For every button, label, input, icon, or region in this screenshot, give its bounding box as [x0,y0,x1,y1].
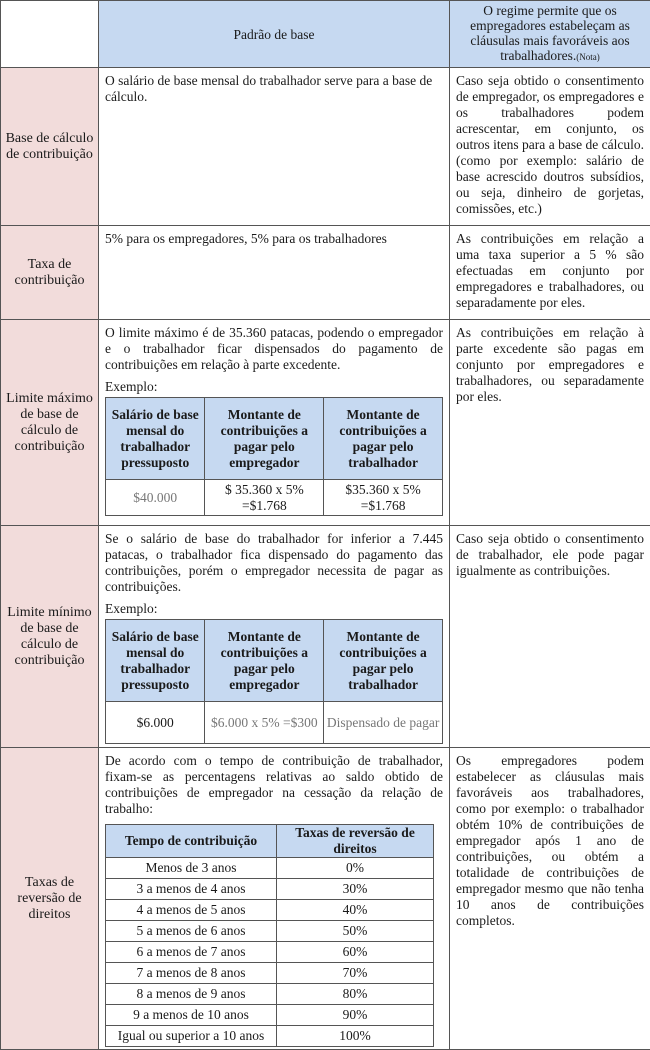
header-blank-cell [1,1,99,68]
base-text: O salário de base mensal do trabalhador serve para a base de cálculo. [99,68,450,226]
reversion-rate: 0% [277,858,434,879]
example-label: Exemplo: [105,379,443,395]
row-label: Limite máximo de base de cálculo de contribuição [1,320,99,526]
header-regime [450,1,650,68]
row-label: Limite mínimo de base de cálculo de contribuição [1,526,99,748]
example-table [105,619,443,744]
regime-text: As contribuições em relação a uma taxa superior a 5 % são efectuadas em conjunto por empregadores e trabalhadores, ou separadamente por eles. [450,226,650,320]
header-padrao-de-base: Padrão de base [99,1,450,68]
reversion-header: Taxas de reversão de direitos [277,825,434,858]
reversion-period: Igual ou superior a 10 anos [106,1026,277,1047]
reversion-period: 9 a menos de 10 anos [106,1005,277,1026]
example-header: Montante de contribuições a pagar pelo trabalhador [324,620,443,702]
row-label: Taxa de contribuição [1,226,99,320]
regime-text: Caso seja obtido o consentimento de empregador, os empregadores e os trabalhadores podem acrescentar, em conjunto, os outros itens para a base de cálculo. (como por exemplo: salário de base acrescido doutros subsídios, ou seja, dinheiro de gorjetas, comissões, etc.) [450,68,650,226]
example-header: Montante de contribuições a pagar pelo empregador [205,398,324,480]
reversion-period: 7 a menos de 8 anos [106,963,277,984]
base-text: O limite máximo é de 35.360 patacas, podendo o empregador e o trabalhador ficar dispensados do pagamento de contribuições em relação à parte excedente. [105,325,443,373]
reversion-period: 4 a menos de 5 anos [106,900,277,921]
example-header: Salário de base mensal do trabalhador pressuposto [106,398,205,480]
base-text: Se o salário de base do trabalhador for inferior a 7.445 patacas, o trabalhador fica dispensado do pagamento das contribuições, porém o empregador necessita de pagar as contribuições. [105,531,443,595]
row-label: Base de cálculo de contribuição [1,68,99,226]
header-regime-text: O regime permite que os empregadores estabeleçam as cláusulas mais favoráveis aos trabalhadores. [470,3,630,63]
reversion-period: 8 a menos de 9 anos [106,984,277,1005]
example-header: Salário de base mensal do trabalhador pressuposto [106,620,205,702]
reversion-rate: 80% [277,984,434,1005]
example-header: Montante de contribuições a pagar pelo trabalhador [324,398,443,480]
reversion-rate: 90% [277,1005,434,1026]
row-label: Taxas de reversão de direitos [1,748,99,1050]
reversion-table [105,824,434,1047]
reversion-header: Tempo de contribuição [106,825,277,858]
example-value: $ 35.360 x 5% =$1.768 [205,480,324,516]
example-value: Dispensado de pagar [324,702,443,744]
row-taxa-contribuicao [1,226,650,320]
reversion-rate: 100% [277,1026,434,1047]
reversion-period: Menos de 3 anos [106,858,277,879]
example-table [105,397,443,516]
reversion-rate: 50% [277,921,434,942]
regime-text: As contribuições em relação à parte excedente são pagas em conjunto por empregadores e trabalhadores, ou separadamente por eles. [450,320,650,526]
header-note: (Nota) [576,52,600,62]
example-value: $6.000 x 5% =$300 [205,702,324,744]
reversion-rate: 60% [277,942,434,963]
reversion-rate: 70% [277,963,434,984]
regime-text: Os empregadores podem estabelecer as cláusulas mais favoráveis aos trabalhadores, como por exemplo: o trabalhador obtém 10% de contribuições de empregador após 1 ano de contribuições, ou obtém a totalidade de contribuições de empregador mesmo que não tenha 10 anos de contribuições completos. [450,748,650,1050]
example-value: $40.000 [106,480,205,516]
example-value: $35.360 x 5% =$1.768 [324,480,443,516]
example-header: Montante de contribuições a pagar pelo empregador [205,620,324,702]
base-text: De acordo com o tempo de contribuição de trabalhador, fixam-se as percentagens relativas ao saldo obtido de contribuições de empregador na cessação da relação de trabalho: [105,753,443,817]
base-text: 5% para os empregadores, 5% para os trabalhadores [99,226,450,320]
reversion-period: 3 a menos de 4 anos [106,879,277,900]
row-taxas-reversao [1,748,650,1050]
reversion-rate: 30% [277,879,434,900]
reversion-period: 5 a menos de 6 anos [106,921,277,942]
row-limite-minimo [1,526,650,748]
row-base-calculo [1,68,650,226]
example-label: Exemplo: [105,601,443,617]
row-limite-maximo [1,320,650,526]
example-value: $6.000 [106,702,205,744]
reversion-rate: 40% [277,900,434,921]
regime-text: Caso seja obtido o consentimento de trabalhador, ele pode pagar igualmente as contribuições. [450,526,650,748]
reversion-period: 6 a menos de 7 anos [106,942,277,963]
